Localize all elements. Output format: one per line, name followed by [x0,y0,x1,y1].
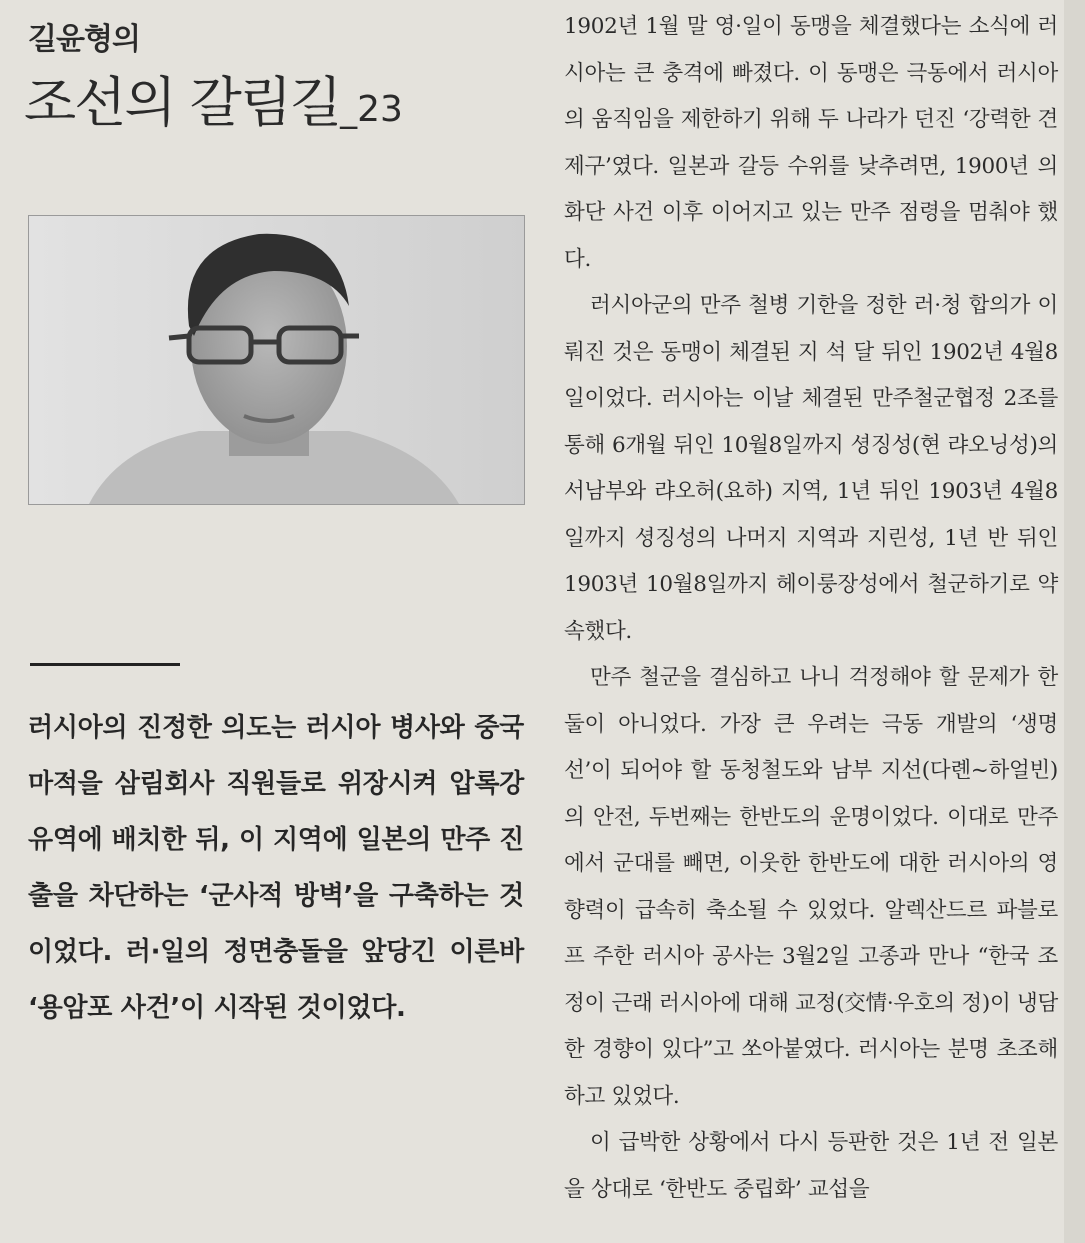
column-title [24,71,403,134]
body-paragraph: 1902년 1월 말 영·일이 동맹을 체결했다는 소식에 러시아는 큰 충격에 빠졌다. 이 동맹은 극동에서 러시아의 움직임을 제한하기 위해 두 나라가 던진 ‘강력한 견제구’였다. 일본과 갈등 수위를 낮추려면, 1900년 의화단 사건 이후 이어지고 있는 만주 점령을 멈춰야 했다. [564,14,1058,272]
column-title-number: 23 [357,89,403,130]
body-paragraph: 이 급박한 상황에서 다시 등판한 것은 1년 전 일본을 상대로 ‘한반도 중립화’ 교섭을 [564,1130,1058,1202]
article-body [564,4,1058,1213]
pullquote-rule [30,663,180,666]
column-title-dash: _ [340,90,358,130]
column-kicker: 길윤형의 [28,22,140,57]
pullquote: 러시아의 진정한 의도는 러시아 병사와 중국 마적을 삼림회사 직원들로 위장시켜 압록강 유역에 배치한 뒤, 이 지역에 일본의 만주 진출을 차단하는 ‘군사적 방벽’을 구축하는 것이었다. 러·일의 정면충돌을 앞당긴 이른바 ‘용암포 사건’이 시작된 것이었다. [28,713,524,1023]
column-title-main: 조선의 갈림길 [24,71,341,134]
author-portrait-illustration [29,216,524,504]
body-paragraph: 러시아군의 만주 철병 기한을 정한 러·청 합의가 이뤄진 것은 동맹이 체결된 지 석 달 뒤인 1902년 4월8일이었다. 러시아는 이날 체결된 만주철군협정 2조를 통해 6개월 뒤인 10월8일까지 셩징성(현 랴오닝성)의 서남부와 랴오허(요하) 지역, 1년 뒤인 1903년 4월8일까지 셩징성의 나머지 지역과 지린성, 1년 반 뒤인 1903년 10월8일까지 헤이룽장성에서 철군하기로 약속했다. [564,293,1058,644]
body-paragraph: 만주 철군을 결심하고 나니 걱정해야 할 문제가 한둘이 아니었다. 가장 큰 우려는 극동 개발의 ‘생명선’이 되어야 할 동청철도와 남부 지선(다롄~하얼빈)의 안전, 두번째는 한반도의 운명이었다. 이대로 만주에서 군대를 빼면, 이웃한 한반도에 대한 러시아의 영향력이 급속히 축소될 수 있었다. 알렉산드르 파블로프 주한 러시아 공사는 3월2일 고종과 만나 “한국 조정이 근래 러시아에 대해 교정(交情·우호의 정)이 냉담한 경향이 있다”고 쏘아붙였다. 러시아는 분명 초조해하고 있었다. [564,665,1058,1109]
author-photo [28,215,525,505]
page-edge-gutter [1064,0,1085,1243]
